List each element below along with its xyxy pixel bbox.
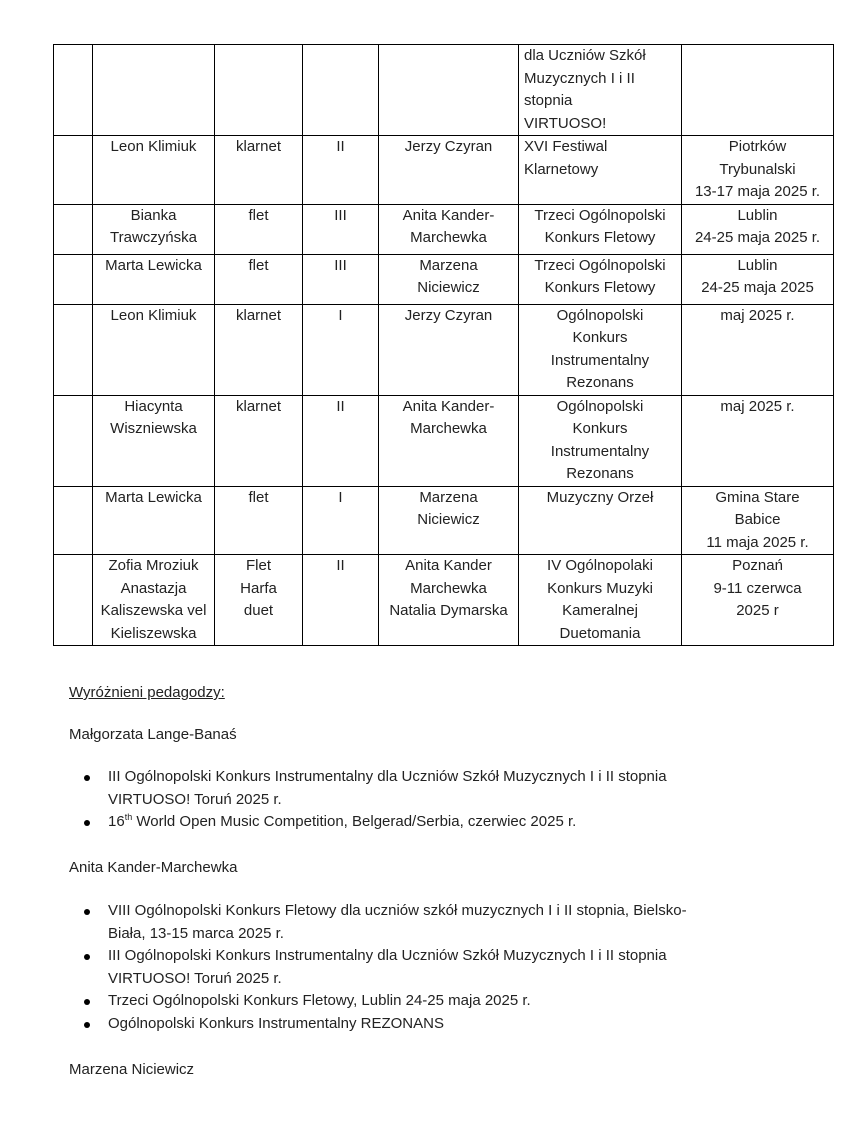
cell-line: 24-25 maja 2025 xyxy=(701,279,814,296)
student-cell xyxy=(93,555,215,646)
level-cell xyxy=(303,136,379,205)
cell-line: Marchewka xyxy=(410,420,487,437)
place-date-cell xyxy=(682,204,834,254)
place-date-cell xyxy=(682,486,834,555)
cell-line: Konkurs Muzyki xyxy=(547,579,653,597)
student-cell xyxy=(93,204,215,254)
student-cell xyxy=(93,304,215,395)
cell-line: Leon Klimiuk xyxy=(110,138,197,155)
teacher-cell xyxy=(379,136,519,205)
competition-cell xyxy=(519,304,682,395)
lp-cell xyxy=(54,555,93,646)
cell-line: Poznań xyxy=(732,557,783,574)
cell-line: Trzeci Ogólnopolski xyxy=(534,256,666,274)
lp-cell xyxy=(54,395,93,486)
teacher-cell xyxy=(379,304,519,395)
cell-line: Wiszniewska xyxy=(110,420,197,437)
student-cell xyxy=(93,486,215,555)
cell-line: Anastazja xyxy=(120,579,187,597)
level-cell xyxy=(303,45,379,136)
cell-line: III xyxy=(334,206,347,224)
cell-line: 11 maja 2025 r. xyxy=(706,533,809,551)
cell-line: Instrumentalny xyxy=(550,442,650,460)
teacher-cell xyxy=(379,395,519,486)
cell-line: 9-11 czerwca xyxy=(713,579,802,597)
teacher-cell xyxy=(379,204,519,254)
cell-line: II xyxy=(336,397,345,415)
teacher-cell xyxy=(379,486,519,555)
cell-line: XVI Festiwal xyxy=(524,138,608,155)
level-cell xyxy=(303,254,379,304)
list-item xyxy=(69,900,769,945)
cell-line: Kameralnej xyxy=(562,602,638,619)
instrument-cell xyxy=(215,204,303,254)
table-row xyxy=(54,304,834,395)
table-row xyxy=(54,395,834,486)
lp-cell xyxy=(54,304,93,395)
cell-line: Harfa xyxy=(240,579,277,597)
cell-line: Marchewka xyxy=(410,229,487,246)
instrument-cell xyxy=(215,254,303,304)
instrument-cell xyxy=(215,136,303,205)
achievement-list xyxy=(69,766,769,834)
cell-line: Ogólnopolski xyxy=(556,306,644,324)
cell-line: Marta Lewicka xyxy=(105,488,202,506)
cell-line: Marzena xyxy=(419,488,478,506)
instrument-cell xyxy=(215,45,303,136)
table-row xyxy=(54,486,834,555)
table-row xyxy=(54,555,834,646)
cell-line: maj 2025 r. xyxy=(720,306,795,324)
list-item xyxy=(69,811,769,834)
item-line: III Ogólnopolski Konkurs Instrumentalny dla Uczniów Szkół Muzycznych I i II stopnia xyxy=(108,947,667,964)
lp-cell xyxy=(54,204,93,254)
table-row xyxy=(54,254,834,304)
item-line: VIII Ogólnopolski Konkurs Fletowy dla uczniów szkół muzycznych I i II stopnia, Bielsko- xyxy=(108,902,687,919)
cell-line: Anita Kander- xyxy=(402,206,495,224)
lp-cell xyxy=(54,486,93,555)
competition-cell xyxy=(519,395,682,486)
table-row xyxy=(54,45,834,136)
cell-line: Muzycznych I i II xyxy=(524,69,635,87)
achievement-list xyxy=(69,900,769,1035)
cell-line: 24-25 maja 2025 r. xyxy=(694,229,821,246)
student-cell xyxy=(93,45,215,136)
cell-line: Niciewicz xyxy=(417,511,480,528)
level-cell xyxy=(303,486,379,555)
competition-cell xyxy=(519,254,682,304)
cell-line: VIRTUOSO! xyxy=(524,114,607,132)
lp-cell xyxy=(54,136,93,205)
cell-line: Rezonans xyxy=(566,465,634,482)
cell-line: flet xyxy=(248,488,269,506)
cell-line: klarnet xyxy=(235,397,282,415)
cell-line: Lublin xyxy=(737,256,778,274)
cell-line: Lublin xyxy=(737,206,778,224)
cell-line: Marchewka xyxy=(410,579,487,597)
list-item xyxy=(69,990,769,1013)
cell-line: duet xyxy=(243,602,274,619)
place-date-cell xyxy=(682,136,834,205)
list-item xyxy=(69,766,769,811)
cell-line: Anita Kander xyxy=(405,557,492,574)
teacher-cell xyxy=(379,555,519,646)
teacher-name: Anita Kander-Marchewka xyxy=(69,859,238,876)
table-row xyxy=(54,136,834,205)
cell-line: I xyxy=(338,488,343,506)
cell-line: I xyxy=(338,306,343,324)
teacher-name: Marzena Niciewicz xyxy=(69,1061,195,1078)
cell-line: dla Uczniów Szkół xyxy=(524,47,646,64)
cell-line: Konkurs xyxy=(572,329,628,346)
cell-line: klarnet xyxy=(235,138,282,155)
cell-line: Flet xyxy=(245,557,271,574)
place-date-cell xyxy=(682,555,834,646)
place-date-cell xyxy=(682,304,834,395)
cell-line: Muzyczny Orzeł xyxy=(546,488,654,506)
cell-line: Piotrków xyxy=(728,138,787,155)
cell-line: Babice xyxy=(734,511,781,528)
cell-line: stopnia xyxy=(524,92,573,109)
item-line: Ogólnopolski Konkurs Instrumentalny REZONANS xyxy=(108,1014,444,1032)
cell-line: Marzena xyxy=(419,256,478,274)
cell-line: II xyxy=(336,138,345,155)
competition-cell xyxy=(519,45,682,136)
cell-line: Trawczyńska xyxy=(110,229,197,246)
cell-line: Konkurs Fletowy xyxy=(544,279,656,296)
cell-line: Gmina Stare xyxy=(715,488,800,506)
cell-line: Kieliszewska xyxy=(110,624,197,642)
instrument-cell xyxy=(215,395,303,486)
distinguished-heading: Wyróżnieni pedagodzy: xyxy=(69,684,225,701)
competition-cell xyxy=(519,204,682,254)
cell-line: Rezonans xyxy=(566,374,634,391)
item-line: III Ogólnopolski Konkurs Instrumentalny dla Uczniów Szkół Muzycznych I i II stopnia xyxy=(108,768,667,785)
cell-line: IV Ogólnopolaki xyxy=(547,557,653,574)
cell-line: Kaliszewska vel xyxy=(100,602,207,619)
lp-cell xyxy=(54,45,93,136)
teacher-name: Małgorzata Lange-Banaś xyxy=(69,726,237,743)
cell-line: 13-17 maja 2025 r. xyxy=(694,183,821,200)
instrument-cell xyxy=(215,304,303,395)
cell-line: Leon Klimiuk xyxy=(110,306,197,324)
cell-line: Hiacynta xyxy=(124,397,183,415)
cell-line: Jerzy Czyran xyxy=(404,138,493,155)
cell-line: maj 2025 r. xyxy=(720,397,795,415)
cell-line: Duetomania xyxy=(559,624,641,642)
item-text: World Open Music Competition, Belgerad/Serbia, czerwiec 2025 r. xyxy=(132,813,577,830)
list-item xyxy=(69,1013,769,1036)
item-line: VIRTUOSO! Toruń 2025 r. xyxy=(108,790,282,808)
competition-cell xyxy=(519,136,682,205)
level-cell xyxy=(303,204,379,254)
cell-line: klarnet xyxy=(235,306,282,324)
place-date-cell xyxy=(682,254,834,304)
item-ordinal-suffix: th xyxy=(124,812,133,822)
lp-cell xyxy=(54,254,93,304)
instrument-cell xyxy=(215,555,303,646)
cell-line: Ogólnopolski xyxy=(556,397,644,415)
cell-line: 2025 r xyxy=(736,602,779,619)
cell-line: flet xyxy=(248,206,269,224)
cell-line: Trzeci Ogólnopolski xyxy=(534,206,666,224)
cell-line: flet xyxy=(248,256,269,274)
student-cell xyxy=(93,136,215,205)
level-cell xyxy=(303,304,379,395)
instrument-cell xyxy=(215,486,303,555)
results-table xyxy=(53,44,834,646)
cell-line: Natalia Dymarska xyxy=(389,602,508,619)
list-item xyxy=(69,945,769,990)
cell-line: Marta Lewicka xyxy=(105,256,202,274)
results-table-body xyxy=(54,45,834,646)
cell-line: Konkurs Fletowy xyxy=(544,229,656,246)
teacher-cell xyxy=(379,254,519,304)
cell-line: Trybunalski xyxy=(719,160,796,178)
cell-line: Konkurs xyxy=(572,420,628,437)
competition-cell xyxy=(519,555,682,646)
student-cell xyxy=(93,254,215,304)
cell-line: Jerzy Czyran xyxy=(404,306,493,324)
level-cell xyxy=(303,395,379,486)
item-line: Trzeci Ogólnopolski Konkurs Fletowy, Lublin 24-25 maja 2025 r. xyxy=(108,992,531,1009)
cell-line: Niciewicz xyxy=(417,279,480,296)
place-date-cell xyxy=(682,395,834,486)
cell-line: III xyxy=(334,256,347,274)
teacher-cell xyxy=(379,45,519,136)
cell-line: Instrumentalny xyxy=(550,351,650,369)
cell-line: II xyxy=(336,557,345,574)
table-row xyxy=(54,204,834,254)
item-line: Biała, 13-15 marca 2025 r. xyxy=(108,924,284,942)
level-cell xyxy=(303,555,379,646)
cell-line: Anita Kander- xyxy=(402,397,495,415)
item-number: 16 xyxy=(108,813,125,830)
place-date-cell xyxy=(682,45,834,136)
competition-cell xyxy=(519,486,682,555)
cell-line: Zofia Mroziuk xyxy=(108,557,199,574)
item-line: VIRTUOSO! Toruń 2025 r. xyxy=(108,969,282,987)
cell-line: Klarnetowy xyxy=(524,160,599,178)
cell-line: Bianka xyxy=(130,206,177,224)
student-cell xyxy=(93,395,215,486)
